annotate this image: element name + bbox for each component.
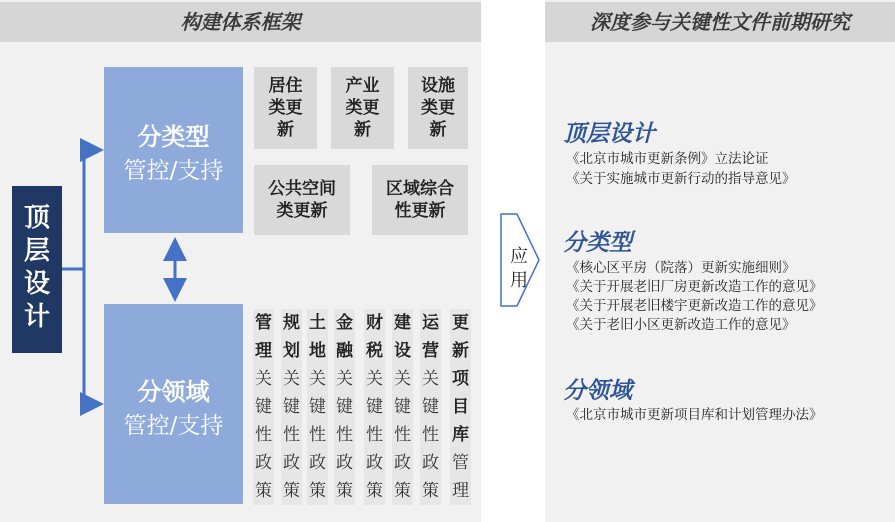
doc-item: 《关于老旧小区更新改造工作的意见》 (566, 317, 796, 333)
category-box-residential: 居住类更新 (254, 67, 317, 149)
section-title-top-design: 顶层设计 (563, 121, 655, 147)
branch-connector (62, 150, 98, 404)
section-title-domain: 分领域 (563, 378, 632, 404)
category-box-facility: 设施类更新 (408, 67, 468, 149)
category-box-regional: 区域综合性更新 (372, 165, 468, 235)
category-box-industrial: 产业类更新 (331, 67, 394, 149)
left-header: 构建体系框架 (0, 2, 481, 42)
doc-item: 《关于开展老旧厂房更新改造工作的意见》 (566, 279, 823, 295)
domain-subtitle: 管控/支持 (123, 413, 224, 439)
policy-column-operation: 运营 关键性政策 (420, 309, 441, 505)
classify-subtitle: 管控/支持 (123, 158, 224, 184)
doc-item: 《北京市城市更新条例》立法论证 (566, 151, 769, 167)
right-header: 深度参与关键性文件前期研究 (545, 2, 895, 42)
category-box-public-space: 公共空间类更新 (254, 165, 350, 235)
doc-item: 《关于实施城市更新行动的指导意见》 (566, 171, 796, 187)
doc-item: 《关于开展老旧楼宇更新改造工作的意见》 (566, 298, 823, 314)
policy-column-construction: 建设 关键性政策 (392, 309, 413, 505)
classify-title: 分类型 (137, 123, 210, 151)
domain-box (104, 304, 243, 504)
section-title-classify: 分类型 (563, 230, 632, 256)
policy-column-management: 管理 关键性政策 (253, 309, 274, 505)
doc-item: 《核心区平房（院落）更新实施细则》 (566, 260, 796, 276)
apply-label: 应用 (510, 246, 528, 291)
classify-box (104, 67, 243, 233)
doc-item: 《北京市城市更新项目库和计划管理办法》 (566, 407, 823, 423)
top-design-box: 顶层设计 (12, 186, 62, 353)
policy-column-planning: 规划 关键性政策 (281, 309, 302, 505)
policy-column-tax: 财税 关键性政策 (364, 309, 385, 505)
domain-title: 分领域 (137, 378, 210, 406)
policy-column-finance: 金融 关键性政策 (334, 309, 355, 505)
policy-column-land: 土地 关键性政策 (307, 309, 328, 505)
policy-column-project-library: 更新项目库 管理 (450, 309, 471, 505)
